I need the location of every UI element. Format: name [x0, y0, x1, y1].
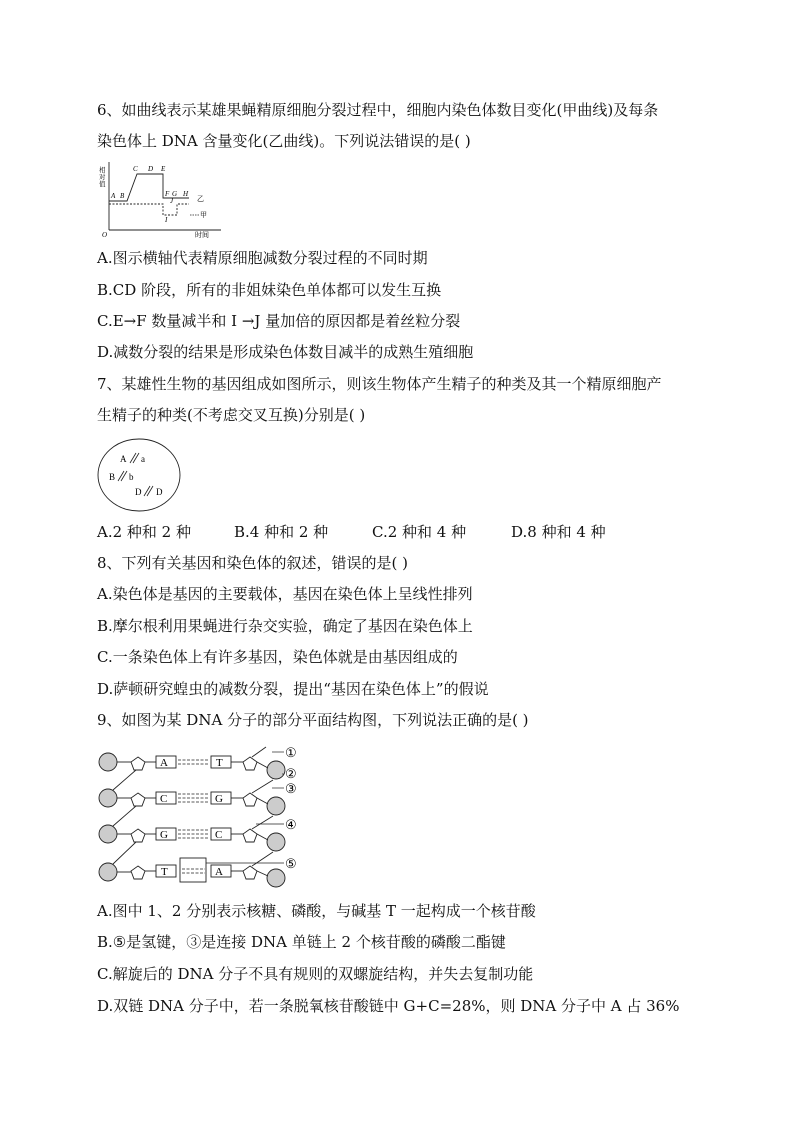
- q6-point-g: G: [172, 190, 178, 198]
- q6-xlabel: 时间: [195, 231, 209, 238]
- q9-hydrogen-bond-box: [180, 858, 206, 882]
- q9-label-1: ①: [285, 745, 297, 760]
- q9-label-3: ③: [285, 781, 297, 796]
- q6-graph: [97, 160, 227, 238]
- q9-option-d[interactable]: D.双链 DNA 分子中，若一条脱氧核苷酸链中 G+C=28%，则 DNA 分子中 A 占 36%: [97, 997, 680, 1015]
- q9-left-sugar: [131, 866, 145, 879]
- q9-stem: 9、如图为某 DNA 分子的部分平面结构图，下列说法正确的是( ): [97, 711, 529, 729]
- q9-right-base: G: [215, 793, 223, 805]
- q6-curve-jia: [109, 204, 189, 215]
- q7-cell-diagram: [96, 437, 182, 513]
- q9-right-sugar: [243, 829, 257, 842]
- q6-option-d[interactable]: D.减数分裂的结果是形成染色体数目减半的成熟生殖细胞: [97, 343, 474, 361]
- q9-option-b[interactable]: B.⑤是氢键，③是连接 DNA 单链上 2 个核苷酸的磷酸二酯键: [97, 933, 506, 951]
- q9-dna-diagram: [96, 744, 316, 892]
- q7-option-a[interactable]: A.2 种和 2 种: [97, 523, 191, 541]
- q9-right-sugar: [243, 757, 257, 770]
- q9-left-base: C: [160, 793, 168, 805]
- q7-option-c[interactable]: C.2 种和 4 种: [372, 523, 467, 541]
- q6-stem-line1: 6、如曲线表示某雄果蝇精原细胞分裂过程中，细胞内染色体数目变化(甲曲线)及每条: [97, 101, 659, 119]
- q8-option-b[interactable]: B.摩尔根利用果蝇进行杂交实验，确定了基因在染色体上: [97, 617, 473, 635]
- q9-left-sugar: [131, 757, 145, 770]
- q6-option-a[interactable]: A.图示横轴代表精原细胞减数分裂过程的不同时期: [97, 249, 428, 267]
- svg-text:对: 对: [99, 174, 106, 181]
- q9-right-phosphate: [267, 797, 285, 815]
- q6-point-d: D: [148, 165, 154, 173]
- q9-right-phosphate: [267, 761, 285, 779]
- q9-right-base: T: [216, 757, 223, 769]
- q6-origin-label: O: [102, 231, 108, 238]
- q6-stem-line2: 染色体上 DNA 含量变化(乙曲线)。下列说法错误的是( ): [97, 132, 471, 150]
- q9-label-5: ⑤: [285, 856, 297, 871]
- q9-left-phosphate: [99, 863, 117, 881]
- q9-right-sugar: [243, 866, 257, 879]
- q8-option-d[interactable]: D.萨顿研究蝗虫的减数分裂，提出“基因在染色体上”的假说: [97, 680, 489, 698]
- q9-right-base: A: [215, 866, 223, 878]
- q6-point-h: H: [183, 190, 189, 198]
- q9-right-phosphate: [267, 869, 285, 887]
- q7-option-b[interactable]: B.4 种和 2 种: [234, 523, 329, 541]
- q9-label-4: ④: [285, 817, 297, 832]
- q6-point-j: J: [170, 197, 174, 205]
- q9-right-phosphate: [267, 833, 285, 851]
- q6-curve-jia-label: 甲: [200, 211, 207, 219]
- q9-left-phosphate: [99, 825, 117, 843]
- q7-gene-b-upper: B: [109, 472, 116, 482]
- q8-stem: 8、下列有关基因和染色体的叙述，错误的是( ): [97, 554, 409, 572]
- q6-point-e: E: [161, 165, 166, 173]
- q6-point-a: A: [111, 192, 116, 200]
- q7-stem-line2: 生精子的种类(不考虑交叉互换)分别是( ): [97, 406, 366, 424]
- q9-left-base: A: [160, 757, 168, 769]
- q6-point-f: F: [165, 190, 170, 198]
- q9-left-phosphate: [99, 789, 117, 807]
- q6-option-b[interactable]: B.CD 阶段，所有的非姐妹染色单体都可以发生互换: [97, 281, 442, 299]
- q6-point-i: I: [165, 216, 168, 224]
- q9-label-2: ②: [285, 766, 297, 781]
- q9-right-base: C: [215, 829, 223, 841]
- q8-option-c[interactable]: C.一条染色体上有许多基因，染色体就是由基因组成的: [97, 648, 458, 666]
- q9-left-base: T: [161, 866, 168, 878]
- q6-ylabel: [99, 165, 106, 188]
- q7-gene-d-right: D: [156, 487, 163, 497]
- q7-option-d[interactable]: D.8 种和 4 种: [511, 523, 606, 541]
- q9-left-sugar: [131, 829, 145, 842]
- q7-gene-d-left: D: [135, 487, 142, 497]
- q9-left-phosphate: [99, 753, 117, 771]
- q7-gene-b-lower: b: [129, 472, 134, 482]
- q6-curve-yi-label: 乙: [197, 195, 204, 203]
- q9-option-c[interactable]: C.解旋后的 DNA 分子不具有规则的双螺旋结构，并失去复制功能: [97, 965, 534, 983]
- svg-text:相: 相: [99, 167, 106, 174]
- q7-gene-a-upper: A: [120, 454, 127, 464]
- svg-text:值: 值: [99, 181, 106, 188]
- q7-stem-line1: 7、某雄性生物的基因组成如图所示，则该生物体产生精子的种类及其一个精原细胞产: [97, 375, 662, 393]
- q9-right-sugar: [243, 793, 257, 806]
- q6-option-c[interactable]: C.E→F 数量减半和 I →J 量加倍的原因都是着丝粒分裂: [97, 312, 461, 330]
- q9-left-sugar: [131, 793, 145, 806]
- q6-point-b: B: [120, 192, 125, 200]
- q9-option-a[interactable]: A.图中 1、2 分别表示核糖、磷酸，与碱基 T 一起构成一个核苷酸: [97, 902, 536, 920]
- q8-option-a[interactable]: A.染色体是基因的主要载体，基因在染色体上呈线性排列: [97, 585, 473, 603]
- q6-point-c: C: [133, 165, 138, 173]
- q7-gene-a-lower: a: [141, 454, 145, 464]
- q9-left-base: G: [160, 829, 168, 841]
